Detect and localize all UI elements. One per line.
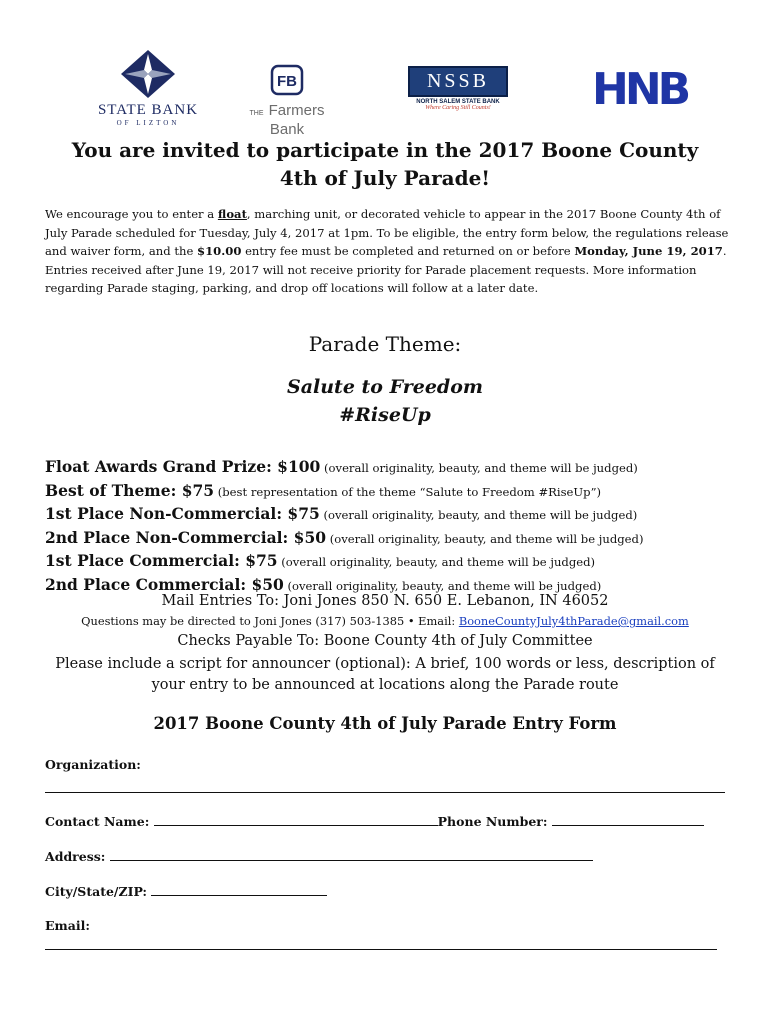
sponsor-logos bbox=[0, 50, 770, 138]
questions-line bbox=[0, 614, 770, 628]
svg-text:FB: FB bbox=[277, 73, 297, 90]
script-instructions bbox=[45, 654, 725, 696]
hnb-name: HNB bbox=[592, 64, 688, 115]
awards-list bbox=[45, 456, 745, 598]
award-row bbox=[45, 527, 745, 551]
questions-text: Questions may be directed to Joni Jones (317) 503-1385 • Email: bbox=[81, 614, 459, 628]
award-desc: (overall originality, beauty, and theme will be judged) bbox=[277, 555, 596, 570]
farmers-bank-logo bbox=[232, 64, 342, 138]
intro-text-4: . Entries received after June 19, 2017 will not receive priority for Parade placement requests. More information regarding Parade staging, parking, and drop off locations will follow at a later date. bbox=[45, 244, 727, 295]
contact-row bbox=[45, 813, 704, 829]
page-title bbox=[40, 136, 730, 192]
entry-form-title: 2017 Boone County 4th of July Parade Entry Form bbox=[153, 714, 617, 733]
city-state-zip-field[interactable] bbox=[151, 883, 327, 896]
award-name: 2nd Place Commercial: $50 bbox=[45, 574, 284, 594]
state-bank-name: STATE BANK bbox=[97, 102, 199, 118]
state-bank-sub: OF LIZTON bbox=[116, 119, 180, 127]
theme-line-2: #RiseUp bbox=[339, 404, 431, 426]
nssb-logo bbox=[408, 66, 508, 111]
contact-label: Contact Name: bbox=[45, 814, 154, 829]
email-field[interactable] bbox=[45, 937, 717, 953]
title-line-1: You are invited to participate in the 2017 Boone County bbox=[71, 138, 699, 162]
award-name: Best of Theme: $75 bbox=[45, 480, 215, 500]
intro-text-3: entry fee must be completed and returned on or before bbox=[241, 244, 575, 258]
address-label: Address: bbox=[45, 849, 110, 864]
checks-payable: Checks Payable To: Boone County 4th of July Committee bbox=[177, 633, 593, 649]
nssb-name: NSSB bbox=[408, 66, 508, 97]
state-bank-logo bbox=[88, 50, 208, 127]
award-name: 2nd Place Non-Commercial: $50 bbox=[45, 527, 327, 547]
farmers-bank-name: Farmers Bank bbox=[268, 102, 325, 138]
theme-label: Parade Theme: bbox=[308, 332, 462, 356]
award-name: 1st Place Non-Commercial: $75 bbox=[45, 504, 320, 524]
organization-field[interactable] bbox=[45, 780, 725, 796]
phone-number-field[interactable] bbox=[552, 813, 704, 826]
parade-theme bbox=[0, 373, 770, 429]
award-desc: (best representation of the theme “Salute to Freedom #RiseUp”) bbox=[214, 484, 602, 499]
hnb-logo bbox=[592, 64, 687, 116]
award-desc: (overall originality, beauty, and theme will be judged) bbox=[320, 461, 638, 475]
award-name: 1st Place Commercial: $75 bbox=[45, 551, 278, 571]
mail-entries: Mail Entries To: Joni Jones 850 N. 650 E. Lebanon, IN 46052 bbox=[161, 593, 609, 609]
email-label: Email: bbox=[45, 918, 90, 933]
intro-text-1: We encourage you to enter a bbox=[45, 207, 218, 221]
float-word: float bbox=[217, 207, 247, 221]
farmers-bank-prefix: THE bbox=[249, 110, 264, 117]
organization-label: Organization: bbox=[45, 757, 141, 772]
intro-paragraph bbox=[45, 205, 730, 298]
entry-fee: $10.00 bbox=[197, 244, 242, 258]
title-line-2: 4th of July Parade! bbox=[279, 166, 491, 190]
intro-text-2: , marching unit, or decorated vehicle to appear in the 2017 Boone County 4th of July Parade scheduled for Tuesday, July 4, 2017 at 1pm. To be eligible, the entry form below, the regulations release and waiver form, and the bbox=[45, 207, 729, 258]
award-row bbox=[45, 456, 745, 480]
award-desc: (overall originality, beauty, and theme will be judged) bbox=[326, 531, 644, 546]
script-text: Please include a script for announcer (optional): A brief, 100 words or less, description of your entry to be announced at locations along the Parade route bbox=[55, 656, 715, 693]
address-row bbox=[45, 848, 593, 864]
nssb-subtitle: NORTH SALEM STATE BANK bbox=[416, 99, 500, 105]
compass-star-icon bbox=[119, 50, 177, 98]
address-field[interactable] bbox=[110, 848, 593, 861]
award-row bbox=[45, 503, 745, 527]
phone-label: Phone Number: bbox=[437, 814, 552, 829]
city-label: City/State/ZIP: bbox=[45, 884, 152, 899]
award-row bbox=[45, 550, 745, 574]
nssb-tagline: Where Caring Still Counts! bbox=[425, 105, 491, 111]
deadline: Monday, June 19, 2017 bbox=[574, 244, 723, 258]
email-link[interactable]: BooneCountyJuly4thParade@gmail.com bbox=[458, 614, 689, 628]
contact-name-field[interactable] bbox=[154, 813, 438, 826]
city-row bbox=[45, 883, 327, 899]
award-desc: (overall originality, beauty, and theme will be judged) bbox=[319, 508, 638, 523]
award-desc: (overall originality, beauty, and theme will be judged) bbox=[283, 578, 602, 593]
award-name: Float Awards Grand Prize: $100 bbox=[45, 457, 321, 476]
theme-line-1: Salute to Freedom bbox=[286, 376, 483, 398]
award-row bbox=[45, 480, 745, 504]
fb-monogram-icon bbox=[270, 64, 304, 96]
